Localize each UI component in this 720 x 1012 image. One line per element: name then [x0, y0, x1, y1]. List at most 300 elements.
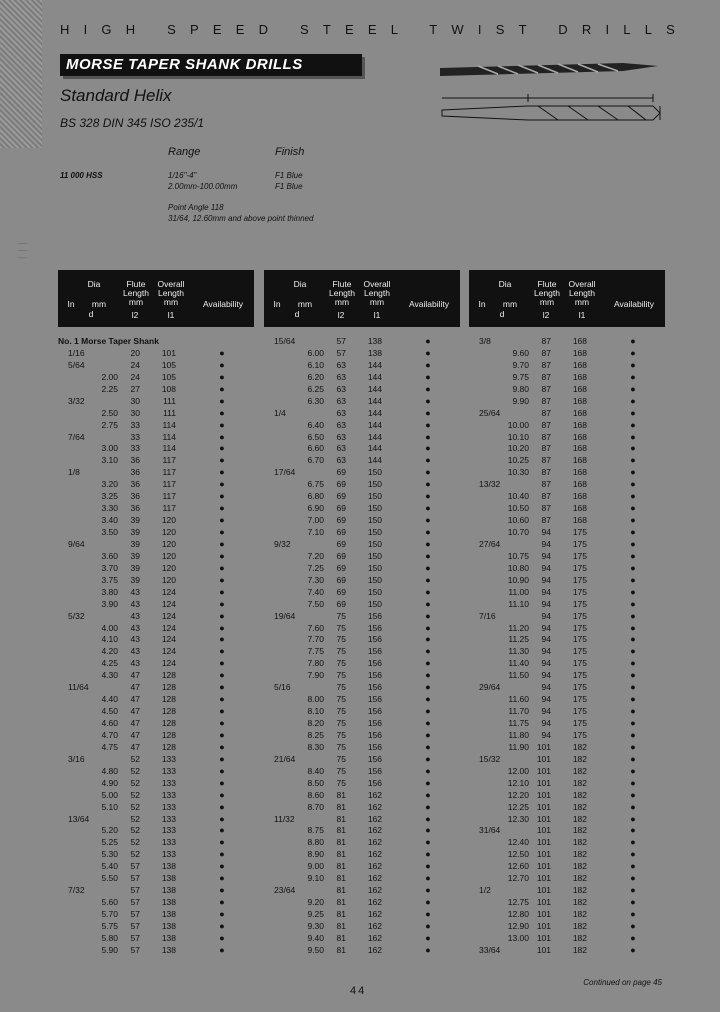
overall-length: 175 — [572, 682, 587, 693]
overall-length: 168 — [572, 443, 587, 454]
availability-dot: ● — [425, 455, 431, 466]
availability-dot: ● — [630, 610, 636, 621]
availability-dot: ● — [630, 467, 636, 478]
table-row — [58, 884, 254, 896]
overall-length: 182 — [572, 741, 587, 752]
dia-mm: 4.80 — [101, 765, 118, 776]
availability-dot: ● — [630, 885, 636, 896]
flute-length: 63 — [336, 407, 346, 418]
dia-mm: 4.90 — [101, 777, 118, 788]
flute-length: 87 — [541, 503, 551, 514]
overall-length: 150 — [367, 574, 382, 585]
availability-dot: ● — [425, 873, 431, 884]
availability-dot: ● — [630, 837, 636, 848]
overall-length: 162 — [367, 897, 382, 908]
table-row — [58, 848, 254, 860]
overall-length: 108 — [161, 383, 176, 394]
dia-mm: 7.10 — [307, 527, 324, 537]
overall-length: 138 — [367, 336, 382, 346]
dia-mm: 3.10 — [101, 455, 118, 466]
header-mm: mm — [297, 299, 313, 309]
flute-length: 87 — [541, 395, 551, 406]
dia-mm: 12.90 — [507, 920, 529, 931]
overall-length: 168 — [572, 359, 587, 370]
table-row — [264, 502, 460, 514]
table-row — [58, 801, 254, 813]
table-row — [264, 562, 460, 574]
flute-length: 36 — [130, 467, 140, 478]
dia-mm: 9.70 — [512, 359, 529, 370]
standards-line: BS 328 DIN 345 ISO 235/1 — [60, 116, 205, 130]
dia-inch: 29/64 — [479, 682, 501, 693]
availability-dot: ● — [425, 920, 431, 931]
dia-inch: 31/64 — [479, 825, 501, 836]
table-row — [469, 466, 665, 478]
dia-mm: 7.30 — [307, 574, 324, 585]
overall-length: 124 — [161, 598, 176, 609]
dia-mm: 10.60 — [507, 515, 529, 526]
overall-length: 156 — [367, 646, 382, 657]
overall-length: 182 — [572, 873, 587, 884]
flute-length: 81 — [336, 801, 346, 812]
flute-length: 101 — [536, 920, 551, 931]
dia-mm: 7.00 — [307, 515, 324, 526]
availability-dot: ● — [425, 419, 431, 430]
dia-inch: 17/64 — [274, 467, 296, 478]
flute-length: 63 — [336, 371, 346, 382]
flute-length: 94 — [541, 634, 551, 645]
flute-length: 47 — [130, 729, 140, 740]
availability-dot: ● — [630, 574, 636, 585]
flute-length: 63 — [336, 395, 346, 406]
dia-mm: 6.40 — [307, 419, 324, 430]
dia-inch: 1/4 — [274, 407, 286, 418]
overall-length: 120 — [161, 538, 176, 549]
overall-length: 162 — [367, 944, 382, 955]
header-d: d — [88, 309, 94, 319]
dia-mm: 8.20 — [307, 718, 324, 728]
dia-mm: 10.80 — [507, 562, 529, 573]
availability-dot: ● — [425, 849, 431, 860]
availability-dot: ● — [630, 347, 636, 358]
flute-length: 75 — [336, 646, 346, 657]
table-row — [469, 884, 665, 896]
flute-length: 39 — [130, 562, 140, 573]
dia-mm: 5.75 — [101, 920, 118, 931]
dia-mm: 8.50 — [307, 777, 324, 788]
flute-length: 87 — [541, 467, 551, 478]
overall-length: 182 — [572, 897, 587, 908]
overall-length: 124 — [161, 610, 176, 621]
dia-mm: 4.70 — [101, 729, 118, 740]
availability-dot: ● — [630, 395, 636, 406]
availability-dot: ● — [219, 885, 225, 896]
overall-length: 175 — [572, 538, 587, 549]
table-row — [264, 598, 460, 610]
flute-length: 69 — [336, 503, 346, 514]
table-row — [264, 574, 460, 586]
availability-dot: ● — [219, 455, 225, 466]
table-row — [469, 407, 665, 419]
dia-inch: 25/64 — [479, 407, 501, 418]
table-row — [469, 454, 665, 466]
flute-length: 33 — [130, 431, 140, 442]
overall-length: 138 — [161, 873, 176, 884]
table-row — [469, 347, 665, 359]
flute-length: 36 — [130, 503, 140, 514]
continued-note: Continued on page 45 — [583, 978, 662, 987]
overall-length: 133 — [161, 813, 176, 824]
overall-length: 150 — [367, 515, 382, 526]
overall-length: 175 — [572, 729, 587, 740]
dia-inch: 9/32 — [274, 538, 291, 549]
availability-dot: ● — [219, 706, 225, 717]
dia-mm: 6.50 — [307, 431, 324, 442]
dia-inch: 7/16 — [479, 610, 496, 621]
availability-dot: ● — [630, 873, 636, 884]
header-overall-sub: l1 — [167, 310, 175, 320]
availability-dot: ● — [219, 682, 225, 693]
table-row — [264, 657, 460, 669]
availability-dot: ● — [425, 503, 431, 514]
availability-dot: ● — [425, 897, 431, 908]
dia-mm: 11.80 — [508, 729, 529, 740]
flute-length: 94 — [541, 622, 551, 633]
availability-dot: ● — [425, 431, 431, 442]
overall-length: 138 — [161, 909, 176, 919]
dia-mm: 9.20 — [307, 897, 324, 908]
table-row — [58, 371, 254, 383]
page-number: 44 — [350, 985, 367, 997]
dia-mm: 8.30 — [307, 741, 324, 752]
flute-length: 39 — [130, 538, 140, 549]
availability-dot: ● — [219, 718, 225, 728]
table-row — [264, 490, 460, 502]
table-row — [264, 466, 460, 478]
availability-dot: ● — [425, 395, 431, 406]
header-availability: Availability — [408, 299, 449, 309]
table-row — [469, 395, 665, 407]
availability-dot: ● — [425, 467, 431, 478]
header-overall-length: Overall Length mm — [363, 279, 391, 307]
availability-dot: ● — [425, 670, 431, 681]
dia-mm: 4.10 — [101, 634, 118, 645]
overall-length: 168 — [572, 515, 587, 526]
overall-length: 114 — [162, 431, 176, 442]
overall-length: 111 — [163, 407, 176, 418]
availability-dot: ● — [219, 503, 225, 514]
table-row — [264, 586, 460, 598]
dia-inch: 3/8 — [479, 336, 491, 346]
flute-length: 94 — [541, 646, 551, 657]
availability-dot: ● — [425, 861, 431, 872]
dia-mm: 7.75 — [307, 646, 324, 657]
flute-length: 94 — [541, 706, 551, 717]
table-row — [469, 514, 665, 526]
availability-dot: ● — [219, 407, 225, 418]
availability-dot: ● — [425, 729, 431, 740]
dia-mm: 7.50 — [307, 598, 324, 609]
header-dia: Dia — [498, 279, 512, 289]
availability-dot: ● — [219, 646, 225, 657]
table-row — [58, 490, 254, 502]
overall-length: 182 — [572, 801, 587, 812]
overall-length: 168 — [572, 347, 587, 358]
finish-label: Finish — [275, 146, 305, 158]
dia-mm: 8.75 — [307, 825, 324, 836]
dia-mm: 5.40 — [101, 861, 118, 872]
availability-dot: ● — [630, 646, 636, 657]
dia-mm: 10.40 — [507, 491, 529, 502]
flute-length: 81 — [336, 813, 346, 824]
flute-length: 94 — [541, 658, 551, 669]
flute-length: 101 — [536, 753, 551, 764]
availability-dot: ● — [425, 622, 431, 633]
overall-length: 156 — [367, 777, 382, 788]
dia-mm: 9.90 — [512, 395, 529, 406]
flute-length: 75 — [336, 610, 346, 621]
header-d: d — [294, 309, 300, 319]
overall-length: 150 — [367, 467, 382, 478]
flute-length: 87 — [541, 515, 551, 526]
flute-length: 94 — [541, 550, 551, 561]
flute-length: 81 — [336, 932, 346, 943]
dia-mm: 3.20 — [101, 479, 118, 490]
availability-dot: ● — [425, 813, 431, 824]
dia-mm: 12.75 — [507, 897, 529, 908]
overall-length: 124 — [161, 622, 176, 633]
availability-dot: ● — [630, 503, 636, 514]
overall-length: 120 — [161, 527, 176, 537]
flute-length: 52 — [130, 813, 140, 824]
availability-dot: ● — [219, 729, 225, 740]
overall-length: 138 — [161, 920, 176, 931]
overall-length: 182 — [572, 837, 587, 848]
table-row — [264, 538, 460, 550]
flute-length: 81 — [336, 825, 346, 836]
table-row — [58, 633, 254, 645]
overall-length: 133 — [161, 753, 176, 764]
overall-length: 133 — [161, 777, 176, 788]
flute-length: 52 — [130, 849, 140, 860]
table-row — [469, 765, 665, 777]
availability-dot: ● — [425, 909, 431, 919]
dia-inch: 21/64 — [274, 753, 296, 764]
availability-dot: ● — [425, 837, 431, 848]
overall-length: 168 — [572, 395, 587, 406]
dia-mm: 6.90 — [307, 503, 324, 514]
table-row — [264, 514, 460, 526]
dia-mm: 5.70 — [101, 909, 118, 919]
availability-dot: ● — [219, 813, 225, 824]
dia-mm: 6.60 — [307, 443, 324, 454]
flute-length: 75 — [336, 670, 346, 681]
flute-length: 63 — [336, 419, 346, 430]
availability-dot: ● — [425, 359, 431, 370]
flute-length: 75 — [336, 634, 346, 645]
table-row — [264, 872, 460, 884]
dia-mm: 9.60 — [512, 347, 529, 358]
table-row — [58, 478, 254, 490]
flute-length: 94 — [541, 598, 551, 609]
product-code: 11 000 HSS — [60, 171, 103, 180]
table-row — [469, 669, 665, 681]
overall-length: 133 — [161, 765, 176, 776]
dia-mm: 9.80 — [512, 383, 529, 394]
table-row — [58, 717, 254, 729]
table-row — [58, 454, 254, 466]
overall-length: 175 — [572, 694, 587, 705]
availability-dot: ● — [219, 538, 225, 549]
overall-length: 138 — [161, 885, 176, 896]
flute-length: 30 — [130, 395, 140, 406]
section-banner: MORSE TAPER SHANK DRILLS — [60, 54, 362, 76]
overall-length: 162 — [367, 801, 382, 812]
flute-length: 94 — [541, 527, 551, 537]
overall-length: 175 — [572, 670, 587, 681]
flute-length: 63 — [336, 455, 346, 466]
availability-dot: ● — [219, 610, 225, 621]
table-row — [469, 836, 665, 848]
dia-mm: 10.50 — [507, 503, 529, 514]
availability-dot: ● — [630, 706, 636, 717]
table-row — [469, 633, 665, 645]
availability-dot: ● — [425, 336, 431, 346]
overall-length: 124 — [161, 658, 176, 669]
availability-dot: ● — [425, 527, 431, 537]
table-row — [469, 753, 665, 765]
table-row — [469, 932, 665, 944]
overall-length: 156 — [367, 694, 382, 705]
table-row — [264, 454, 460, 466]
header-dia: Dia — [293, 279, 307, 289]
overall-length: 156 — [367, 634, 382, 645]
overall-length: 175 — [572, 646, 587, 657]
flute-length: 94 — [541, 562, 551, 573]
table-row — [469, 848, 665, 860]
dia-inch: 13/32 — [479, 479, 501, 490]
availability-dot: ● — [630, 515, 636, 526]
flute-length: 87 — [541, 383, 551, 394]
overall-length: 128 — [161, 729, 176, 740]
table-row — [58, 538, 254, 550]
table-row — [469, 813, 665, 825]
dia-mm: 2.50 — [101, 407, 118, 418]
availability-dot: ● — [219, 741, 225, 752]
table-row — [264, 383, 460, 395]
table-row — [58, 574, 254, 586]
header-dia: Dia — [87, 279, 101, 289]
section-label: No. 1 Morse Taper Shank — [58, 336, 159, 346]
availability-dot: ● — [219, 443, 225, 454]
overall-length: 168 — [572, 431, 587, 442]
flute-length: 101 — [536, 801, 551, 812]
table-row — [264, 395, 460, 407]
header-flute-sub: l2 — [337, 310, 345, 320]
table-row — [58, 920, 254, 932]
table-row — [469, 777, 665, 789]
dia-mm: 11.70 — [508, 706, 529, 717]
table-row — [58, 526, 254, 538]
table-row — [58, 407, 254, 419]
table-row — [469, 705, 665, 717]
flute-length: 69 — [336, 598, 346, 609]
availability-dot: ● — [630, 718, 636, 728]
flute-length: 69 — [336, 550, 346, 561]
overall-length: 105 — [161, 371, 176, 382]
overall-length: 175 — [572, 598, 587, 609]
flute-length: 69 — [336, 538, 346, 549]
availability-dot: ● — [425, 383, 431, 394]
dia-mm: 3.30 — [101, 503, 118, 514]
availability-dot: ● — [425, 765, 431, 776]
availability-dot: ● — [630, 431, 636, 442]
dia-inch: 15/64 — [274, 336, 296, 346]
dia-mm: 8.70 — [307, 801, 324, 812]
availability-dot: ● — [630, 920, 636, 931]
table-row — [264, 693, 460, 705]
overall-length: 144 — [367, 419, 382, 430]
dia-mm: 5.60 — [101, 897, 118, 908]
table-row — [58, 347, 254, 359]
dia-mm: 10.90 — [507, 574, 529, 585]
availability-dot: ● — [425, 562, 431, 573]
dia-mm: 11.60 — [508, 694, 529, 705]
availability-dot: ● — [630, 550, 636, 561]
availability-dot: ● — [630, 527, 636, 537]
header-in: In — [67, 299, 75, 309]
availability-dot: ● — [425, 491, 431, 502]
flute-length: 39 — [130, 527, 140, 537]
overall-length: 182 — [572, 849, 587, 860]
overall-length: 150 — [367, 598, 382, 609]
overall-length: 156 — [367, 622, 382, 633]
flute-length: 75 — [336, 741, 346, 752]
overall-length: 182 — [572, 932, 587, 943]
flute-length: 33 — [130, 443, 140, 454]
flute-length: 87 — [541, 347, 551, 358]
overall-length: 117 — [162, 479, 176, 490]
overall-length: 138 — [161, 932, 176, 943]
overall-length: 128 — [161, 670, 176, 681]
overall-length: 175 — [572, 658, 587, 669]
overall-length: 175 — [572, 634, 587, 645]
availability-dot: ● — [219, 383, 225, 394]
dia-mm: 7.20 — [307, 550, 324, 561]
flute-length: 52 — [130, 837, 140, 848]
dia-inch: 5/32 — [68, 610, 85, 621]
availability-dot: ● — [630, 634, 636, 645]
table-row — [469, 681, 665, 693]
flute-length: 87 — [541, 479, 551, 490]
dia-mm: 4.20 — [101, 646, 118, 657]
flute-length: 101 — [536, 741, 551, 752]
overall-length: 156 — [367, 658, 382, 669]
header-flute-length: Flute Length mm — [123, 279, 149, 307]
flute-length: 43 — [130, 658, 140, 669]
table-row — [469, 383, 665, 395]
flute-length: 101 — [536, 765, 551, 776]
table-row — [264, 920, 460, 932]
overall-length: 111 — [163, 395, 176, 406]
table-row — [469, 502, 665, 514]
flute-length: 33 — [130, 419, 140, 430]
table-row — [264, 335, 460, 347]
flute-length: 69 — [336, 586, 346, 597]
flute-length: 81 — [336, 837, 346, 848]
overall-length: 162 — [367, 909, 382, 919]
flute-length: 57 — [130, 897, 140, 908]
